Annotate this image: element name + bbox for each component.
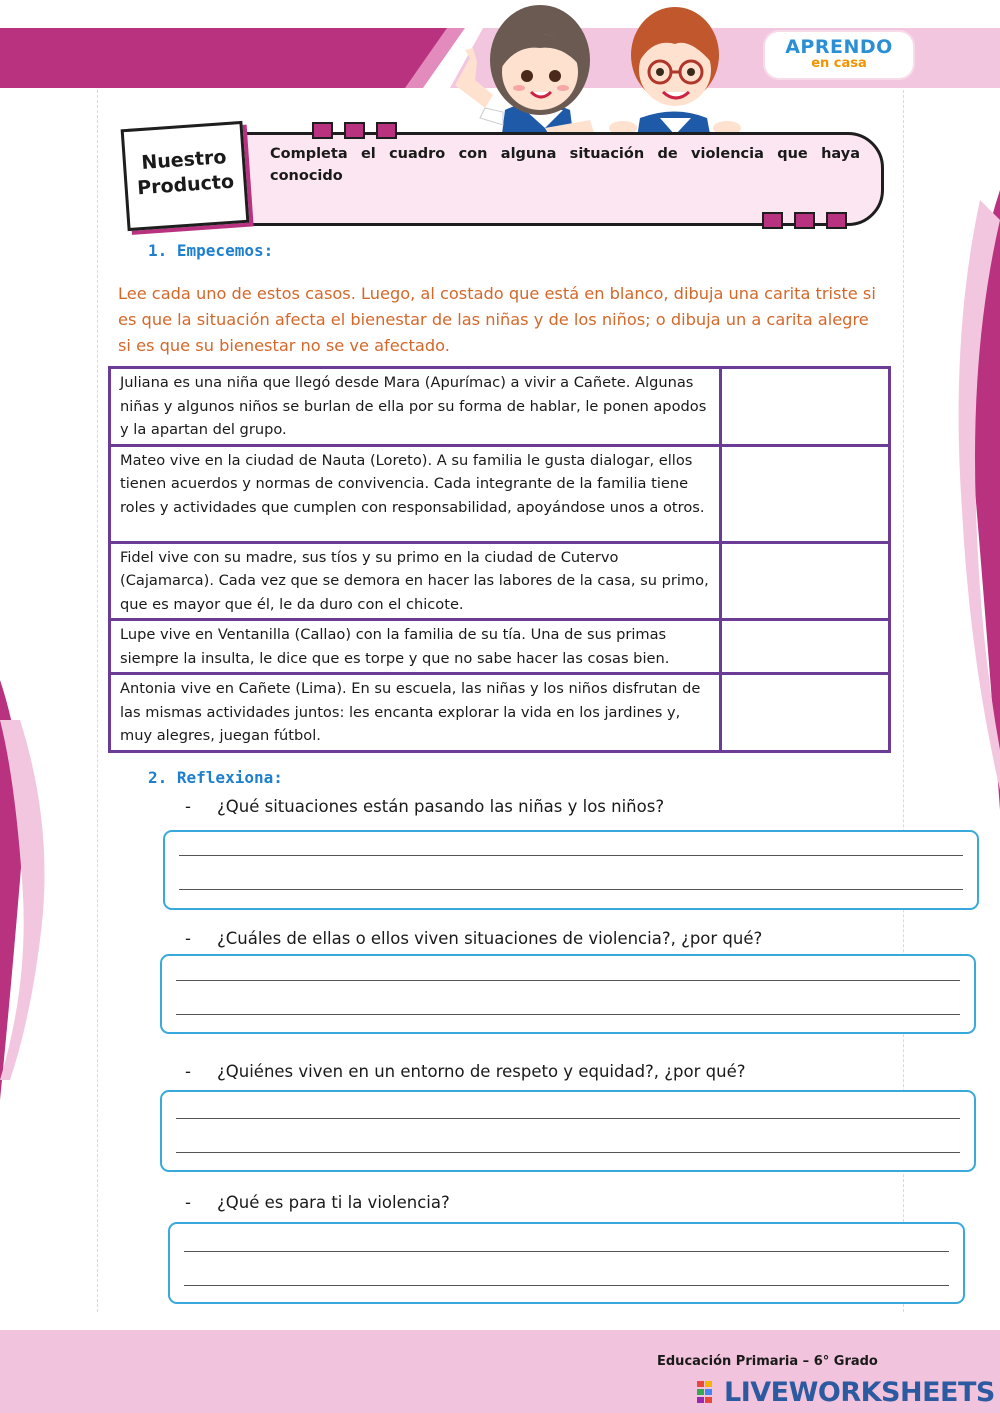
answer-line bbox=[179, 855, 963, 856]
table-row bbox=[110, 368, 890, 446]
answer-line bbox=[184, 1285, 949, 1286]
answer-box-2[interactable] bbox=[160, 954, 976, 1034]
left-wave-decoration bbox=[0, 680, 60, 1100]
decor-square bbox=[826, 212, 847, 229]
table-row bbox=[110, 620, 890, 674]
face-drawing-cell[interactable] bbox=[721, 445, 890, 542]
question-2 bbox=[185, 929, 762, 948]
section-1-heading: 1. Empecemos: bbox=[148, 241, 274, 260]
section-2-heading: 2. Reflexiona: bbox=[148, 768, 283, 787]
decor-square bbox=[312, 122, 333, 139]
question-dash: - bbox=[185, 1193, 191, 1212]
header-band-left bbox=[0, 28, 450, 88]
question-3 bbox=[185, 1062, 745, 1081]
question-text: ¿Qué situaciones están pasando las niñas y los niños? bbox=[217, 797, 665, 816]
table-row bbox=[110, 445, 890, 542]
table-row bbox=[110, 674, 890, 752]
product-tag bbox=[121, 121, 250, 231]
answer-line bbox=[176, 980, 960, 981]
case-text: Lupe vive en Ventanilla (Callao) con la familia de su tía. Una de sus primas siempre la insulta, le dice que es torpe y que no sabe hacer las cosas bien. bbox=[110, 620, 721, 674]
face-drawing-cell[interactable] bbox=[721, 542, 890, 620]
question-text: ¿Qué es para ti la violencia? bbox=[217, 1193, 450, 1212]
table-row bbox=[110, 542, 890, 620]
answer-box-1[interactable] bbox=[163, 830, 979, 910]
question-dash: - bbox=[185, 929, 191, 948]
answer-line bbox=[176, 1152, 960, 1153]
answer-box-3[interactable] bbox=[160, 1090, 976, 1172]
answer-box-4[interactable] bbox=[168, 1222, 965, 1304]
question-text: ¿Quiénes viven en un entorno de respeto y equidad?, ¿por qué? bbox=[217, 1062, 746, 1081]
case-text: Juliana es una niña que llegó desde Mara (Apurímac) a vivir a Cañete. Algunas niñas y algunos niños se burlan de ella por su forma de hablar, le ponen apodos y la apartan del grupo. bbox=[110, 368, 721, 446]
question-1 bbox=[185, 797, 664, 816]
liveworksheets-icon bbox=[697, 1381, 721, 1403]
product-instruction: Completa el cuadro con alguna situación de violencia que haya conocido bbox=[270, 146, 860, 184]
case-text: Mateo vive en la ciudad de Nauta (Loreto). A su familia le gusta dialogar, ellos tienen acuerdos y normas de convivencia. Cada integrante de la familia tiene roles y actividades que cumplen con responsabilidad, apoyándose unos a otros. bbox=[110, 445, 721, 542]
right-wave-decoration bbox=[950, 190, 1000, 810]
face-drawing-cell[interactable] bbox=[721, 674, 890, 752]
case-text: Antonia vive en Cañete (Lima). En su escuela, las niñas y los niños disfrutan de las mismas actividades juntos: les encanta explorar la vida en los jardines y, muy alegres, juegan fútbol. bbox=[110, 674, 721, 752]
face-drawing-cell[interactable] bbox=[721, 368, 890, 446]
grade-label: Educación Primaria – 6° Grado bbox=[657, 1354, 878, 1369]
logo-subtitle: en casa bbox=[811, 56, 867, 71]
decor-square bbox=[344, 122, 365, 139]
decor-square bbox=[794, 212, 815, 229]
question-dash: - bbox=[185, 797, 191, 816]
face-drawing-cell[interactable] bbox=[721, 620, 890, 674]
case-text: Fidel vive con su madre, sus tíos y su primo en la ciudad de Cutervo (Cajamarca). Cada vez que se demora en hacer las labores de la casa, su primo, que es mayor que él, le da duro con el chicote. bbox=[110, 542, 721, 620]
answer-line bbox=[176, 1118, 960, 1119]
answer-line bbox=[184, 1251, 949, 1252]
question-4 bbox=[185, 1193, 450, 1212]
aprendo-en-casa-logo bbox=[765, 32, 913, 78]
cases-table bbox=[108, 366, 891, 753]
section-1-instructions: Lee cada uno de estos casos. Luego, al costado que está en blanco, dibuja una carita triste si es que la situación afecta el bienestar de las niñas y de los niños; o dibuja un a carita alegre si es que su bienestar no se ve afectado. bbox=[118, 284, 876, 355]
decor-square bbox=[376, 122, 397, 139]
liveworksheets-watermark: LIVEWORKSHEETS bbox=[724, 1377, 995, 1408]
product-tag-label: Nuestro Producto bbox=[136, 146, 235, 200]
logo-title: APRENDO bbox=[785, 36, 893, 58]
question-dash: - bbox=[185, 1062, 191, 1081]
answer-line bbox=[179, 889, 963, 890]
question-text: ¿Cuáles de ellas o ellos viven situaciones de violencia?, ¿por qué? bbox=[217, 929, 763, 948]
decor-square bbox=[762, 212, 783, 229]
answer-line bbox=[176, 1014, 960, 1015]
